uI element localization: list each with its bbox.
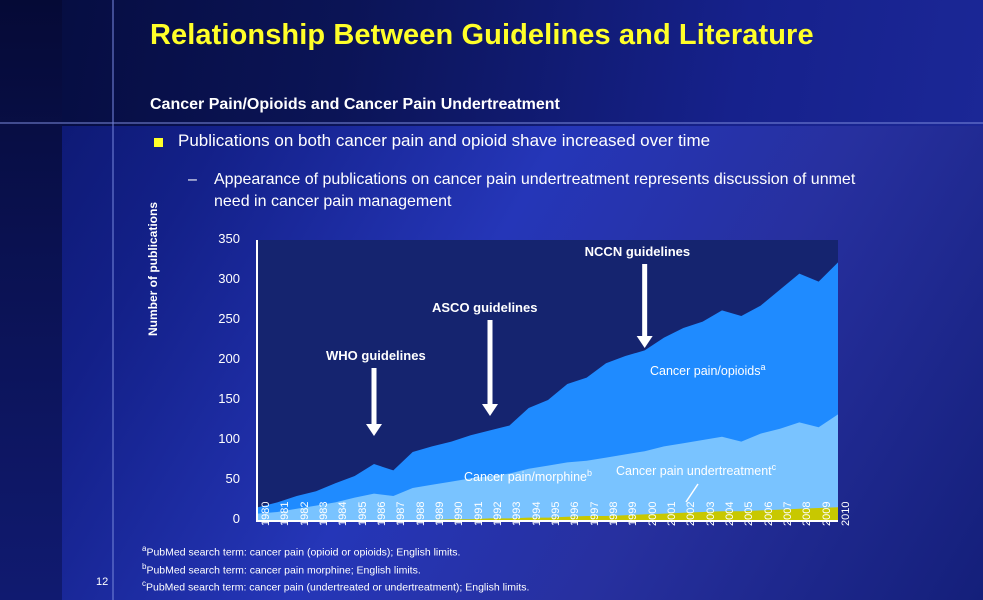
footnote: $^a$PubMed search term: cancer pain (opioid or opioids); English limits.	[142, 544, 461, 559]
x-axis-tick: 1980	[260, 501, 272, 526]
guideline-annotation: NCCN guidelines	[584, 244, 691, 259]
y-axis-tick: 300	[218, 271, 240, 286]
x-axis-tick: 1994	[530, 501, 543, 526]
x-axis-tick: 1986	[376, 501, 388, 526]
y-axis-tick: 100	[218, 431, 240, 446]
x-axis-tick: 1983	[318, 501, 330, 526]
x-axis-tick: 1996	[569, 501, 582, 526]
page-title: Relationship Between Guidelines and Literature	[150, 19, 814, 51]
x-axis-tick: 1981	[279, 501, 292, 526]
annotation-arrow-head	[637, 336, 653, 348]
x-axis-tick: 1989	[434, 501, 446, 526]
y-axis-tick: 350	[218, 231, 240, 246]
x-axis-tick: 1999	[627, 501, 640, 526]
x-axis-tick: 2000	[646, 501, 659, 526]
y-axis-tick: 150	[218, 391, 240, 406]
header-divider	[0, 122, 983, 124]
y-axis-label: Number of publications	[146, 201, 160, 336]
annotation-arrow-head	[482, 404, 498, 416]
x-axis-tick: 1993	[511, 501, 524, 526]
series-label: Cancer pain/morphine$^b$	[464, 468, 593, 485]
x-axis-tick: 1984	[337, 501, 350, 526]
guideline-annotation: ASCO guidelines	[432, 300, 538, 315]
plot-area	[256, 240, 838, 522]
vertical-divider	[112, 0, 114, 600]
x-axis-tick: 2001	[666, 501, 678, 526]
footnote: $^c$PubMed search term: cancer pain (undertreated or undertreatment); English limits.	[142, 579, 530, 594]
bullet-level1-text: Publications on both cancer pain and opioid shave increased over time	[178, 131, 711, 150]
x-axis-tick: 1985	[356, 501, 369, 526]
series-label: Cancer pain/opioids$^a$	[650, 362, 766, 379]
x-axis-tick: 2007	[782, 501, 794, 526]
publications-area-chart	[146, 201, 860, 542]
x-axis-tick: 2002	[685, 501, 698, 526]
x-axis-tick: 1992	[492, 501, 504, 526]
bullet-level2	[188, 169, 888, 213]
bullet-level2-text: Appearance of publications on cancer pain undertreatment represents discussion of unmet need in cancer pain management	[214, 171, 856, 211]
bullet-square-icon	[154, 138, 163, 147]
bullet-dash-icon: –	[188, 171, 197, 188]
x-axis-tick: 2006	[762, 501, 775, 526]
y-axis-tick: 50	[225, 471, 240, 486]
footnotes	[142, 543, 529, 596]
x-axis-tick: 1997	[588, 501, 601, 526]
guideline-annotation: WHO guidelines	[326, 348, 426, 363]
x-axis-tick: 2004	[724, 501, 736, 526]
x-axis-tick: 2003	[704, 501, 717, 526]
x-axis-tick: 2010	[840, 501, 852, 526]
x-axis-tick: 1988	[414, 501, 427, 526]
y-axis-tick: 200	[218, 351, 240, 366]
annotation-arrow-head	[366, 424, 382, 436]
x-axis-tick: 1991	[472, 501, 485, 526]
y-axis-tick: 0	[232, 511, 240, 526]
series-label-leader-line	[686, 484, 698, 502]
page-number: 12	[96, 576, 109, 588]
x-axis-tick: 1998	[608, 501, 620, 526]
x-axis-tick: 2005	[743, 501, 756, 526]
slide-left-band	[0, 0, 62, 600]
series-label: Cancer pain undertreatment$^c$	[616, 462, 777, 479]
y-axis-tick: 250	[218, 311, 240, 326]
x-axis-tick: 1990	[453, 501, 466, 526]
bullet-level1	[150, 131, 950, 151]
x-axis-tick: 1995	[550, 501, 562, 526]
footnote: $^b$PubMed search term: cancer pain morphine; English limits.	[142, 561, 421, 577]
x-axis-tick: 1982	[298, 501, 311, 526]
x-axis-tick: 2009	[820, 501, 833, 526]
x-axis-tick: 1987	[395, 501, 408, 526]
x-axis-tick: 2008	[801, 501, 814, 526]
page-subtitle: Cancer Pain/Opioids and Cancer Pain Undertreatment	[150, 96, 560, 113]
